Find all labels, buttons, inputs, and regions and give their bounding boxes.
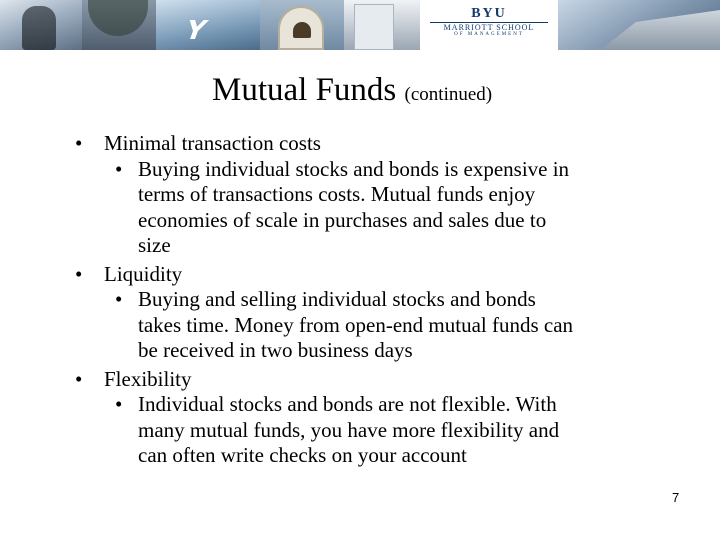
bullet-icon: •: [75, 366, 83, 391]
bullet-text: Flexibility: [104, 366, 192, 391]
bullet-icon: •: [115, 392, 123, 416]
bullet-text: Liquidity: [104, 261, 183, 286]
banner-photo-trees: [82, 0, 156, 50]
slide-title-main: Mutual Funds: [212, 72, 397, 108]
bullet-item-transaction-costs: [70, 131, 670, 157]
bullet-text: Minimal transaction costs: [104, 131, 321, 155]
bullet-icon: •: [115, 287, 123, 311]
tree-image: [88, 0, 148, 36]
sub-bullet-line: economies of scale in purchases and sales due to: [138, 207, 547, 232]
page-number: 7: [672, 490, 680, 505]
sub-bullet-line: can often write checks on your account: [138, 443, 467, 467]
sub-bullet-transaction-costs: [70, 157, 670, 259]
sub-bullet-flexibility: [70, 392, 670, 469]
banner-logo-tile: [420, 0, 558, 50]
sub-bullet-line: Buying individual stocks and bonds is expensive in: [138, 156, 570, 181]
banner-photo-bell: [260, 0, 344, 50]
management-logo-text: OF MANAGEMENT: [454, 32, 524, 37]
banner-photo-statue: [0, 0, 82, 50]
sub-bullet-line: takes time. Money from open-end mutual funds can: [138, 312, 574, 337]
slide-body: [70, 128, 670, 469]
sub-bullet-line: be received in two business days: [138, 338, 413, 362]
bullet-item-liquidity: [70, 262, 670, 288]
y-mountain-image: Y: [180, 16, 209, 46]
byu-logo-text: BYU: [471, 6, 507, 21]
slide-title: [212, 72, 492, 109]
bell-icon: [293, 22, 311, 38]
banner-photo-building: [558, 0, 720, 50]
slide-title-row: [0, 72, 720, 116]
statue-image: [22, 6, 56, 50]
tower-image: [354, 4, 394, 50]
slide-title-suffix: (continued): [404, 84, 493, 105]
header-banner: [0, 0, 720, 50]
bullet-icon: •: [75, 131, 83, 155]
sub-bullet-line: Individual stocks and bonds are not flexible. With: [138, 392, 557, 416]
banner-photo-mountain: [156, 0, 260, 50]
sub-bullet-line: terms of transactions costs. Mutual funds enjoy: [138, 182, 536, 206]
sub-bullet-line: size: [138, 233, 171, 257]
byu-marriott-logo: [430, 6, 548, 37]
bullet-item-flexibility: [70, 367, 670, 393]
bullet-icon: •: [75, 261, 83, 286]
school-logo-text: MARRIOTT SCHOOL: [430, 22, 548, 32]
bullet-icon: •: [115, 156, 123, 181]
sub-bullet-line: many mutual funds, you have more flexibility and: [138, 417, 560, 442]
building-image: [600, 10, 720, 50]
sub-bullet-liquidity: [70, 287, 670, 364]
sub-bullet-line: Buying and selling individual stocks and bonds: [138, 287, 536, 311]
banner-photo-tower: [344, 0, 420, 50]
